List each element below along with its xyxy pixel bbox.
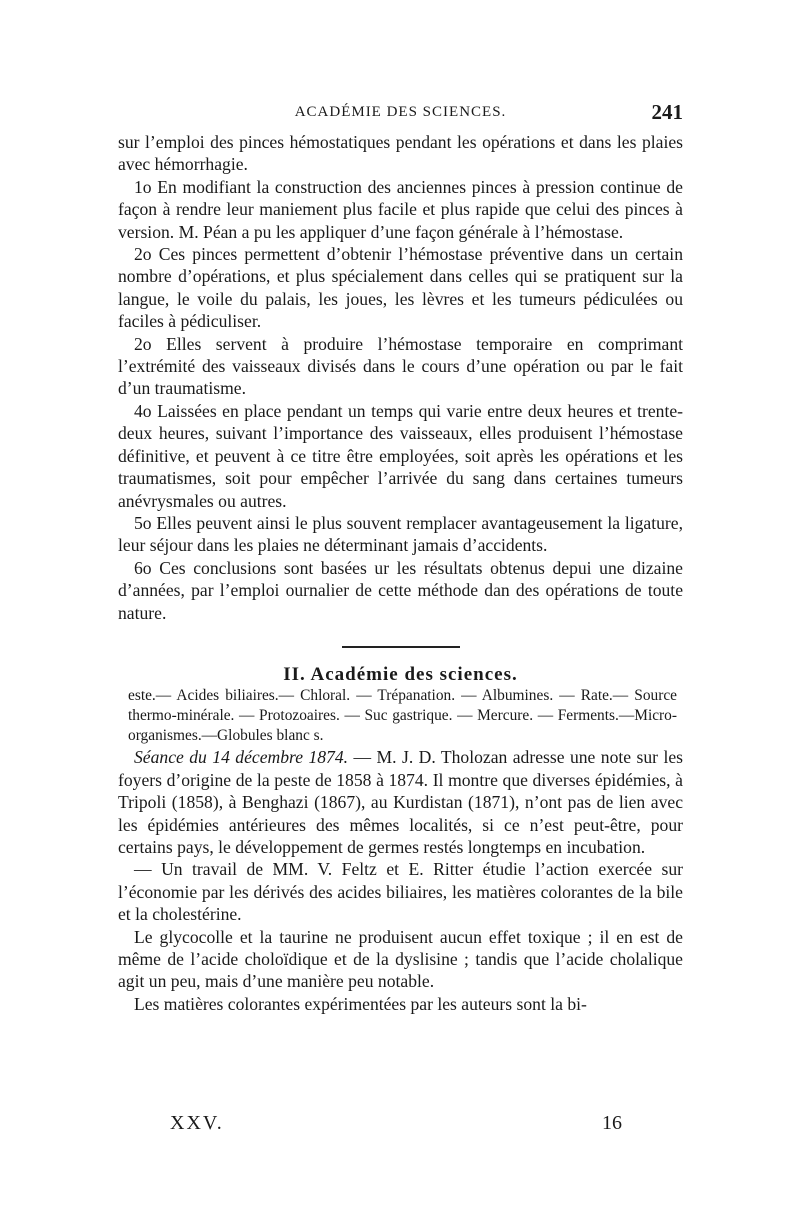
paragraph-continuation: sur l’emploi des pinces hémostatiques pendant les opérations et dans les plaies avec hémorrhagie. [118,132,683,175]
paragraph-feltz-ritter: — Un travail de MM. V. Feltz et E. Ritter étudie l’action exercée sur l’économie par les dérivés des acides biliaires, les matières colorantes de la bile et la cholestérine. [118,859,683,925]
signature-mark: XXV. [170,1112,224,1134]
page-number: 241 [651,100,683,124]
section-title: II. Académie des sciences. [283,663,518,685]
paragraph-glycocolle: Le glycocolle et la taurine ne produisent aucun effet toxique ; il en est de même de l’acide choloïdique et de la dyslisine ; tandis que l’acide cholalique agit un peu, mais d’une manière peu notable. [118,926,683,992]
section-summary: este.— Acides biliaires.— Chloral. — Trépanation. — Albumines. — Rate.— Source thermo-minérale. — Protozoaires. — Suc gastrique. — Mercure. — Ferments.—Micro-organismes.—Globules blanc s. [128,687,677,745]
paragraph-point-1: 1o En modifiant la construction des anciennes pinces à pression continue de façon à rendre leur maniement plus facile et plus rapide que celui des pinces à version. M. Péan a pu les appliquer d’une façon générale à l’hémostase. [118,176,683,242]
seance-date: Séance du 14 décembre 1874. [134,747,349,768]
paragraph-point-5: 5o Elles peuvent ainsi le plus souvent remplacer avantageusement la ligature, leur séjour dans les plaies ne déterminant jamais d’accidents. [118,512,683,556]
paragraph-point-6: 6o Ces conclusions sont basées ur les résultats obtenus depui une dizaine d’années, par l’emploi ournalier de cette méthode dan des opérations de toute nature. [118,557,683,623]
seance-paragraph [118,746,683,858]
paragraph-point-4: 4o Laissées en place pendant un temps qui varie entre deux heures et trente-deux heures, suivant l’importance des vaisseaux, elles produisent l’hémostase définitive, et peuvent à ce titre être employées, soit après les opérations et les traumatismes, soit pour empêcher l’arrivée du sang dans certaines tumeurs anévrysmales ou autres. [118,400,683,511]
sheet-number: 16 [602,1112,622,1134]
running-title: ACADÉMIE DES SCIENCES. [294,104,507,120]
page-footer [170,1112,622,1138]
page-header [118,100,683,130]
paragraph-point-3: 2o Elles servent à produire l’hémostase temporaire en comprimant l’extrémité des vaisseaux divisés dans le cours d’une opération ou par le fait d’un traumatisme. [118,333,683,399]
page-body [118,131,683,1015]
seance-text: — M. J. D. Tholozan adresse une note sur les foyers d’origine de la peste de 1858 à 1874. Il montre que diverses épidémies, à Tripoli (1858), à Benghazi (1867), au Kurdistan (1871), n’ont pas de lien avec les épidémies antérieures des mêmes localités, si ce n’est peut-être, pour certains pays, le développement de germes restés longtemps en incubation. [118,747,683,857]
section-divider [342,646,460,648]
paragraph-point-2: 2o Ces pinces permettent d’obtenir l’hémostase préventive dans un certain nombre d’opérations, et plus spécialement dans celles qui se pratiquent sur la langue, le voile du palais, les joues, les lèvres et les tumeurs pédiculées ou faciles à pédiculiser. [118,244,683,332]
paragraph-matieres-colorantes: Les matières colorantes expérimentées par les auteurs sont la bi- [134,993,587,1014]
